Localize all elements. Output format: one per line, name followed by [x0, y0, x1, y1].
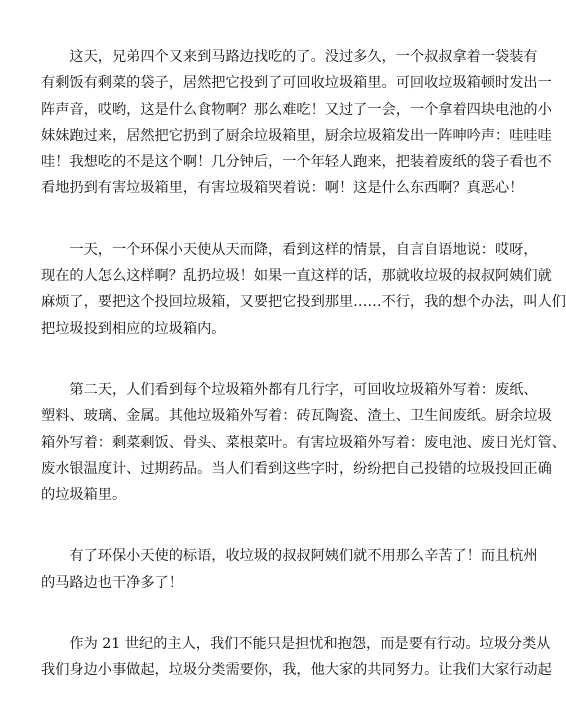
text-line: 阵声音，哎哟，这是什么食物啊？那么难吃！又过了一会，一个拿着四块电池的小 [41, 101, 552, 118]
text-line: 的垃圾箱里。 [41, 487, 127, 504]
text-line: 作为 21 世纪的主人，我们不能只是担忧和抱怨，而是要有行动。垃圾分类从 [41, 636, 551, 653]
text-line: 有了环保小天使的标语，收垃圾的叔叔阿姨们就不用那么辛苦了！而且杭州 [41, 548, 538, 565]
paragraph-3 [41, 377, 566, 508]
text-line: 有剩饭有剩菜的袋子，居然把它投到了可回收垃圾箱里。可回收垃圾箱顿时发出一 [41, 75, 552, 92]
text-line: 现在的人怎么这样啊？乱扔垃圾！如果一直这样的话，那就收垃圾的叔叔阿姨们就 [41, 268, 552, 285]
text-line: 塑料、玻璃、金属。其他垃圾箱外写着：砖瓦陶瓷、渣土、卫生间废纸。厨余垃圾 [41, 408, 552, 425]
text-line: 把垃圾投到相应的垃圾箱内。 [41, 320, 226, 337]
paragraph-2 [41, 237, 566, 342]
paragraph-spacer [41, 202, 460, 237]
text-line: 妹妹跑过来，居然把它扔到了厨余垃圾箱里，厨余垃圾箱发出一阵呻吟声：哇哇哇 [41, 127, 552, 144]
paragraph-spacer [41, 508, 460, 543]
paragraph-spacer [41, 342, 460, 377]
text-line: 看地扔到有害垃圾箱里，有害垃圾箱哭着说：啊！这是什么东西啊？真恶心！ [41, 180, 524, 197]
paragraph-spacer [41, 596, 460, 631]
text-line: 一天，一个环保小天使从天而降，看到这样的情景，自言自语地说：哎呀， [41, 241, 538, 258]
text-line: 的马路边也干净多了！ [41, 574, 183, 591]
text-line: 麻烦了，要把这个投回垃圾箱，又要把它投到那里……不行，我的想个办法，叫人们 [41, 294, 566, 311]
paragraph-5 [41, 631, 552, 684]
text-line: 废水银温度计、过期药品。当人们看到这些字时，纷纷把自己投错的垃圾投回正确 [41, 460, 552, 477]
text-line: 我们身边小事做起，垃圾分类需要你，我，他大家的共同努力。让我们大家行动起 [41, 662, 552, 679]
text-line: 这天，兄弟四个又来到马路边找吃的了。没过多久，一个叔叔拿着一袋装有 [41, 49, 538, 65]
text-line: 箱外写着：剩菜剩饭、骨头、菜根菜叶。有害垃圾箱外写着：废电池、废日光灯管、 [41, 434, 566, 451]
text-line: 第二天，人们看到每个垃圾箱外都有几行字，可回收垃圾箱外写着：废纸、 [41, 381, 538, 398]
paragraph-1 [41, 44, 552, 202]
paragraph-4 [41, 543, 538, 596]
text-line: 哇！我想吃的不是这个啊！几分钟后，一个年轻人跑来，把装着废纸的袋子看也不 [41, 154, 552, 171]
